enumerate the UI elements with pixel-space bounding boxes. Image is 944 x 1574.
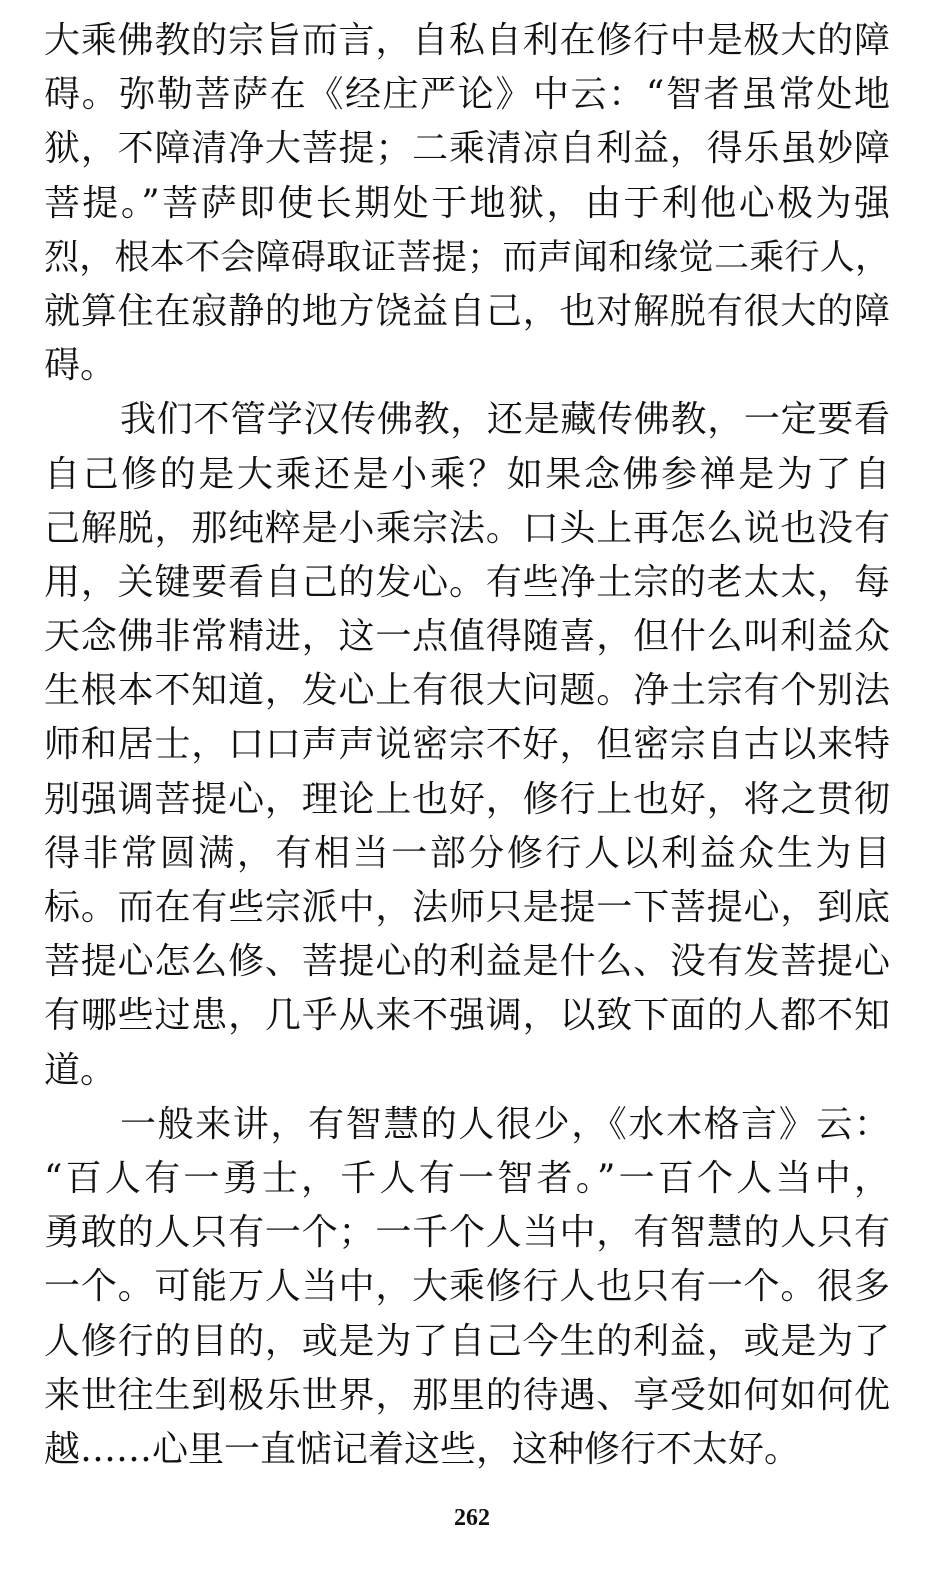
text-line: 人修行的目的，或是为了自己今生的利益，或是为了	[44, 1320, 890, 1362]
text-line: 我们不管学汉传佛教，还是藏传佛教，一定要看	[120, 399, 890, 441]
text-line: 就算住在寂静的地方饶益自己，也对解脱有很大的障	[44, 290, 890, 332]
paragraph	[44, 14, 890, 393]
text-line: 勇敢的人只有一个；一千个人当中，有智慧的人只有	[44, 1212, 890, 1254]
text-line: 师和居士，口口声声说密宗不好，但密宗自古以来特	[44, 724, 890, 766]
text-line: 大乘佛教的宗旨而言，自私自利在修行中是极大的障	[44, 20, 890, 61]
text-line: 自己修的是大乘还是小乘？如果念佛参禅是为了自	[44, 453, 890, 495]
text-line: 己解脱，那纯粹是小乘宗法。口头上再怎么说也没有	[44, 507, 890, 549]
page-number: 262	[454, 1505, 490, 1531]
text-line: 菩提。”菩萨即使长期处于地狱，由于利他心极为强	[44, 182, 890, 224]
text-line: 有哪些过患，几乎从来不强调，以致下面的人都不知	[44, 995, 890, 1037]
text-line: 别强调菩提心，理论上也好，修行上也好，将之贯彻	[44, 778, 890, 820]
text-line: 一般来讲，有智慧的人很少，《水木格言》云：	[120, 1103, 890, 1145]
paragraph	[44, 1098, 890, 1477]
text-line: 来世往生到极乐世界，那里的待遇、享受如何如何优	[44, 1374, 890, 1416]
text-line: 碍。弥勒菩萨在《经庄严论》中云：“智者虽常处地	[44, 74, 890, 116]
body-text	[44, 14, 890, 1477]
text-line: 标。而在有些宗派中，法师只是提一下菩提心，到底	[44, 887, 890, 928]
text-line: 得非常圆满，有相当一部分修行人以利益众生为目	[44, 832, 890, 874]
paragraph	[44, 393, 890, 1097]
text-line: 天念佛非常精进，这一点值得随喜，但什么叫利益众	[44, 616, 890, 658]
text-line: 烈，根本不会障碍取证菩提；而声闻和缘觉二乘行人，	[44, 237, 890, 278]
text-line: 碍。	[44, 345, 117, 387]
text-line: 生根本不知道，发心上有很大问题。净土宗有个别法	[44, 670, 890, 712]
text-line: 菩提心怎么修、菩提心的利益是什么、没有发菩提心	[44, 941, 890, 983]
text-line: 道。	[44, 1049, 117, 1091]
text-line: 越……心里一直惦记着这些，这种修行不太好。	[44, 1428, 801, 1470]
text-line: “百人有一勇士，千人有一智者。”一百个人当中，	[44, 1157, 890, 1199]
text-line: 一个。可能万人当中，大乘修行人也只有一个。很多	[44, 1266, 890, 1308]
text-line: 用，关键要看自己的发心。有些净土宗的老太太，每	[44, 561, 890, 603]
text-line: 狱，不障清净大菩提；二乘清凉自利益，得乐虽妙障	[44, 128, 890, 170]
